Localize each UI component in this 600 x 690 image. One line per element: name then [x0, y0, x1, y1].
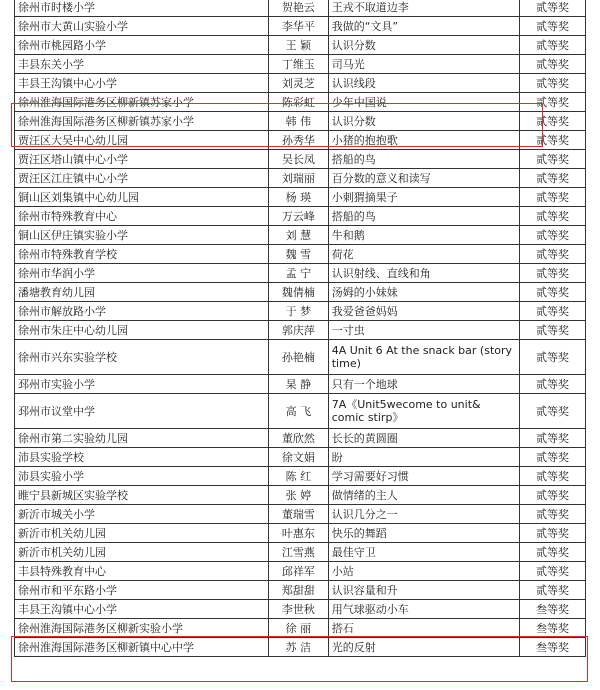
table-row [15, 619, 586, 638]
name-cell: 杨 瑛 [269, 188, 329, 207]
school-cell: 徐州市兴东实验学校 [15, 340, 269, 375]
name-cell: 魏 雪 [269, 245, 329, 264]
school-cell: 丰县王沟镇中心小学 [15, 600, 269, 619]
name-cell: 刘瑞丽 [269, 169, 329, 188]
award-cell: 贰等奖 [520, 321, 586, 340]
name-cell: 丁维玉 [269, 55, 329, 74]
name-cell: 贺艳云 [269, 0, 329, 17]
title-cell: 学习需要好习惯 [328, 467, 519, 486]
award-cell: 贰等奖 [520, 581, 586, 600]
title-cell: 司马光 [328, 55, 519, 74]
name-cell: 李世秋 [269, 600, 329, 619]
title-cell: 认识分数 [328, 112, 519, 131]
title-cell: 搭石 [328, 619, 519, 638]
award-cell: 贰等奖 [520, 505, 586, 524]
school-cell: 贾汪区塔山镇中心小学 [15, 150, 269, 169]
award-cell: 贰等奖 [520, 283, 586, 302]
name-cell: 杲 静 [269, 375, 329, 394]
school-cell: 丰县王沟镇中心小学 [15, 74, 269, 93]
table-row [15, 74, 586, 93]
school-cell: 徐州淮海国际港务区柳新镇苏家小学 [15, 112, 269, 131]
table-row [15, 638, 586, 657]
title-cell: 认识容量和升 [328, 581, 519, 600]
school-cell: 丰县特殊教育中心 [15, 562, 269, 581]
school-cell: 徐州市大黄山实验小学 [15, 17, 269, 36]
title-cell: 用气球驱动小车 [328, 600, 519, 619]
name-cell: 孙秀华 [269, 131, 329, 150]
title-cell: 光的反射 [328, 638, 519, 657]
name-cell: 吴长凤 [269, 150, 329, 169]
table-row [15, 302, 586, 321]
award-cell: 贰等奖 [520, 524, 586, 543]
name-cell: 于 梦 [269, 302, 329, 321]
name-cell: 孙艳楠 [269, 340, 329, 375]
name-cell: 江雪燕 [269, 543, 329, 562]
award-cell: 叁等奖 [520, 600, 586, 619]
school-cell: 徐州市解放路小学 [15, 302, 269, 321]
table-row [15, 55, 586, 74]
title-cell: 搭船的鸟 [328, 207, 519, 226]
award-list-page [14, 0, 586, 690]
name-cell: 万云峰 [269, 207, 329, 226]
award-cell: 贰等奖 [520, 207, 586, 226]
school-cell: 沛县实验小学 [15, 467, 269, 486]
table-row [15, 17, 586, 36]
award-cell: 叁等奖 [520, 619, 586, 638]
school-cell: 徐州淮海国际港务区柳新镇中心中学 [15, 638, 269, 657]
award-cell: 贰等奖 [520, 467, 586, 486]
table-row [15, 0, 586, 17]
title-cell: 一寸虫 [328, 321, 519, 340]
name-cell: 高 飞 [269, 394, 329, 429]
title-cell: 7A《Unit5wecome to unit& comic stirp》 [328, 394, 519, 429]
table-row [15, 600, 586, 619]
award-cell: 叁等奖 [520, 638, 586, 657]
name-cell: 王 颖 [269, 36, 329, 55]
title-cell: 搭船的鸟 [328, 150, 519, 169]
name-cell: 陈 红 [269, 467, 329, 486]
name-cell: 孟 宁 [269, 264, 329, 283]
title-cell: 认识射线、直线和角 [328, 264, 519, 283]
name-cell: 徐 丽 [269, 619, 329, 638]
award-cell: 贰等奖 [520, 543, 586, 562]
table-row [15, 112, 586, 131]
name-cell: 徐文娟 [269, 448, 329, 467]
table-row [15, 131, 586, 150]
name-cell: 刘 慧 [269, 226, 329, 245]
award-cell: 贰等奖 [520, 93, 586, 112]
table-row [15, 429, 586, 448]
title-cell: 我做的“文具” [328, 17, 519, 36]
award-table-body [15, 0, 586, 657]
award-cell: 贰等奖 [520, 36, 586, 55]
school-cell: 新沂市机关幼儿园 [15, 524, 269, 543]
award-cell: 贰等奖 [520, 245, 586, 264]
school-cell: 睢宁县新城区实验学校 [15, 486, 269, 505]
table-row [15, 188, 586, 207]
school-cell: 徐州市时楼小学 [15, 0, 269, 17]
name-cell: 董欣然 [269, 429, 329, 448]
name-cell: 董瑞雪 [269, 505, 329, 524]
award-cell: 贰等奖 [520, 188, 586, 207]
school-cell: 徐州市特殊教育学校 [15, 245, 269, 264]
name-cell: 韩 伟 [269, 112, 329, 131]
award-cell: 贰等奖 [520, 429, 586, 448]
school-cell: 铜山区刘集镇中心幼儿园 [15, 188, 269, 207]
title-cell: 只有一个地球 [328, 375, 519, 394]
school-cell: 徐州市特殊教育中心 [15, 207, 269, 226]
title-cell: 荷花 [328, 245, 519, 264]
title-cell: 快乐的舞蹈 [328, 524, 519, 543]
table-row [15, 283, 586, 302]
school-cell: 新沂市城关小学 [15, 505, 269, 524]
award-table [14, 0, 586, 657]
school-cell: 邳州市议堂中学 [15, 394, 269, 429]
award-cell: 贰等奖 [520, 74, 586, 93]
title-cell: 小刺猬摘果子 [328, 188, 519, 207]
table-row [15, 340, 586, 375]
school-cell: 丰县东关小学 [15, 55, 269, 74]
title-cell: 我爱爸爸妈妈 [328, 302, 519, 321]
title-cell: 认识线段 [328, 74, 519, 93]
title-cell: 小站 [328, 562, 519, 581]
school-cell: 邳州市实验小学 [15, 375, 269, 394]
award-cell: 贰等奖 [520, 340, 586, 375]
table-row [15, 321, 586, 340]
table-row [15, 524, 586, 543]
name-cell: 邱祥军 [269, 562, 329, 581]
school-cell: 贾汪区大吴中心幼儿园 [15, 131, 269, 150]
table-row [15, 562, 586, 581]
name-cell: 刘灵芝 [269, 74, 329, 93]
table-row [15, 207, 586, 226]
table-row [15, 264, 586, 283]
award-cell: 贰等奖 [520, 55, 586, 74]
school-cell: 徐州市华润小学 [15, 264, 269, 283]
name-cell: 张 婷 [269, 486, 329, 505]
award-cell: 贰等奖 [520, 150, 586, 169]
school-cell: 徐州市和平东路小学 [15, 581, 269, 600]
name-cell: 苏 洁 [269, 638, 329, 657]
table-row [15, 226, 586, 245]
award-cell: 贰等奖 [520, 562, 586, 581]
award-cell: 贰等奖 [520, 0, 586, 17]
table-row [15, 448, 586, 467]
school-cell: 贾汪区江庄镇中心小学 [15, 169, 269, 188]
award-cell: 贰等奖 [520, 226, 586, 245]
school-cell: 徐州市桃园路小学 [15, 36, 269, 55]
table-row [15, 375, 586, 394]
school-cell: 徐州市第二实验幼儿园 [15, 429, 269, 448]
award-cell: 贰等奖 [520, 448, 586, 467]
school-cell: 徐州淮海国际港务区柳新实验小学 [15, 619, 269, 638]
award-cell: 贰等奖 [520, 486, 586, 505]
table-row [15, 169, 586, 188]
name-cell: 陈彩虹 [269, 93, 329, 112]
title-cell: 王戎不取道边李 [328, 0, 519, 17]
title-cell: 4A Unit 6 At the snack bar (story time) [328, 340, 519, 375]
school-cell: 徐州市朱庄中心幼儿园 [15, 321, 269, 340]
school-cell: 徐州淮海国际港务区柳新镇苏家小学 [15, 93, 269, 112]
table-row [15, 36, 586, 55]
title-cell: 认识几分之一 [328, 505, 519, 524]
name-cell: 李华平 [269, 17, 329, 36]
name-cell: 郑甜甜 [269, 581, 329, 600]
title-cell: 汤姆的小妹妹 [328, 283, 519, 302]
title-cell: 百分数的意义和读写 [328, 169, 519, 188]
title-cell: 牛和鹅 [328, 226, 519, 245]
title-cell: 做情绪的主人 [328, 486, 519, 505]
award-cell: 贰等奖 [520, 17, 586, 36]
award-cell: 贰等奖 [520, 394, 586, 429]
table-row [15, 150, 586, 169]
title-cell: 长长的黄圆圈 [328, 429, 519, 448]
school-cell: 铜山区伊庄镇实验小学 [15, 226, 269, 245]
table-row [15, 467, 586, 486]
title-cell: 最佳守卫 [328, 543, 519, 562]
award-cell: 贰等奖 [520, 169, 586, 188]
award-cell: 贰等奖 [520, 302, 586, 321]
title-cell: 认识分数 [328, 36, 519, 55]
table-row [15, 245, 586, 264]
table-row [15, 93, 586, 112]
school-cell: 潘塘教育幼儿园 [15, 283, 269, 302]
school-cell: 新沂市机关幼儿园 [15, 543, 269, 562]
table-row [15, 505, 586, 524]
table-row [15, 581, 586, 600]
name-cell: 魏倩楠 [269, 283, 329, 302]
name-cell: 郭庆萍 [269, 321, 329, 340]
name-cell: 叶惠东 [269, 524, 329, 543]
table-row [15, 543, 586, 562]
title-cell: 盼 [328, 448, 519, 467]
school-cell: 沛县实验学校 [15, 448, 269, 467]
award-cell: 贰等奖 [520, 264, 586, 283]
award-cell: 贰等奖 [520, 131, 586, 150]
table-row [15, 486, 586, 505]
award-cell: 贰等奖 [520, 112, 586, 131]
title-cell: 小猪的抱抱歌 [328, 131, 519, 150]
title-cell: 少年中国说 [328, 93, 519, 112]
award-cell: 贰等奖 [520, 375, 586, 394]
table-row [15, 394, 586, 429]
